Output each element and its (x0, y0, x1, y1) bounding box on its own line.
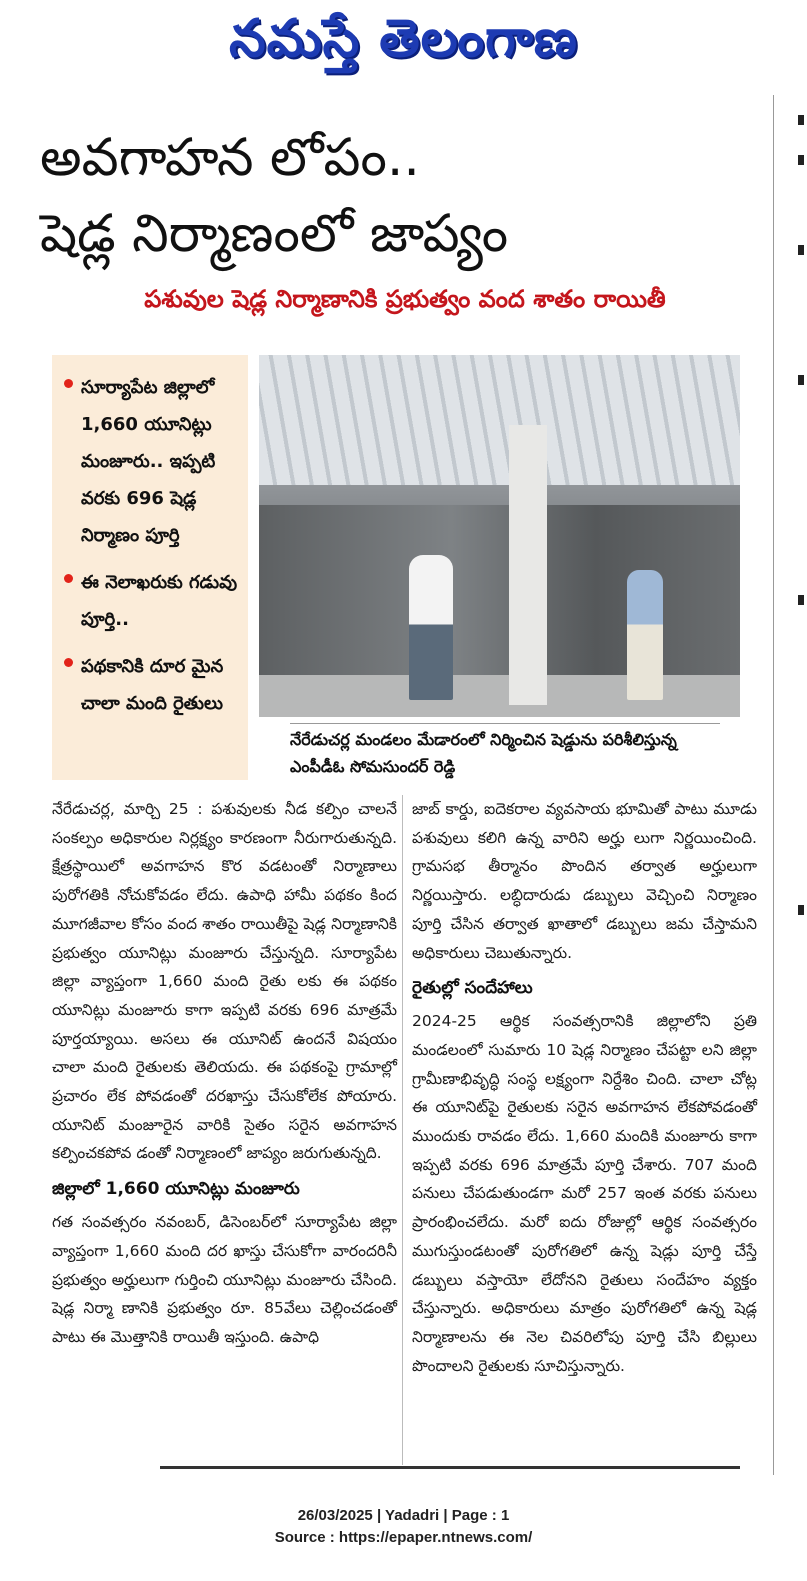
highlight-item (62, 648, 242, 722)
bullet-icon (64, 379, 73, 388)
highlight-text: పథకానికి దూర మైన చాలా మంది రైతులు (81, 656, 224, 714)
article-column-right (412, 795, 757, 1380)
paragraph: గత సంవత్సరం నవంబర్, డిసెంబర్‌లో సూర్యాపేట జిల్లా వ్యాప్తంగా 1,660 మంది దర ఖాస్తు చేసుకోగా వారందరినీ ప్రభుత్వం అర్హులుగా గుర్తించి యూనిట్లు మంజూరు చేసింది. షెడ్ల నిర్మా ణానికి ప్రభుత్వం రూ. 85వేలు చెల్లించడంతో పాటు ఈ మొత్తానికి రాయితీ ఇస్తుంది. ఉపాధి (52, 1213, 397, 1346)
column-divider (402, 795, 403, 1465)
bullet-icon (64, 574, 73, 583)
headline-line-1: అవగాహన లోపం.. (40, 128, 420, 188)
photo-shed-floor (259, 675, 740, 717)
photo-pillar (509, 425, 547, 705)
highlight-text: సూర్యాపేట జిల్లాలో 1,660 యూనిట్లు మంజూరు.. ఇప్పటి వరకు 696 షెడ్ల నిర్మాణం పూర్తి (81, 377, 216, 546)
highlights-box (52, 355, 248, 780)
footer-source-link[interactable]: Source : https://epaper.ntnews.com/ (274, 1529, 533, 1546)
article-photo (259, 355, 740, 717)
highlight-text: ఈ నెలాఖరుకు గడువు పూర్తి.. (81, 572, 238, 630)
article-column-left (52, 795, 397, 1352)
section-heading: రైతుల్లో సందేహాలు (412, 978, 533, 999)
photo-shed-wall (259, 505, 740, 675)
text-fragment (798, 375, 804, 385)
section-heading: జిల్లాలో 1,660 యూనిట్లు మంజూరు (52, 1179, 300, 1200)
highlight-item (62, 564, 242, 638)
bullet-icon (64, 658, 73, 667)
article-subheadline: పశువుల షెడ్ల నిర్మాణానికి ప్రభుత్వం వంద శాతం రాయితీ (144, 285, 666, 313)
photo-person-right (627, 570, 663, 700)
paragraph: జాబ్ కార్డు, ఐదెకరాల వ్యవసాయ భూమితో పాటు మూడు పశువులు కలిగి ఉన్న వారిని అర్హు లుగా నిర్ణయించింది. గ్రామసభ తీర్మానం పొందిన తర్వాత అర్హులుగా నిర్ణయిస్తారు. లబ్ధిదారుడు డబ్బులు వెచ్చించి నిర్మాణం పూర్తి చేసిన తర్వాత ఖాతాలో డబ్బులు జమ చేస్తామని అధికారులు చెబుతున్నారు. (412, 800, 757, 962)
masthead (0, 0, 807, 95)
text-fragment (798, 595, 804, 605)
article-headline (40, 120, 760, 272)
text-fragment (798, 245, 804, 255)
highlight-item (62, 369, 242, 554)
photo-person-left (409, 555, 453, 700)
text-fragment (798, 115, 804, 125)
photo-caption: నేరేడుచర్ల మండలం మేడారంలో నిర్మించిన షెడ్డును పరిశీలిస్తున్న ఎంపీడీఓ సోమసుందర్ రెడ్డి (290, 723, 720, 780)
photo-shed-roof (259, 355, 740, 485)
text-fragment (798, 905, 804, 915)
text-fragment (798, 155, 804, 165)
footer-date-edition: 26/03/2025 | Yadadri | Page : 1 (297, 1507, 510, 1524)
paragraph: నేరేడుచర్ల, మార్చి 25 : పశువులకు నీడ కల్పిం చాలనే సంకల్పం అధికారుల నిర్లక్ష్యం కారణంగా నీరుగారుతున్నది. క్షేత్రస్థాయిలో అవగాహన కొర వడటంతో నిర్మాణాలు పురోగతికి నోచుకోవడం లేదు. ఉపాధి హామీ పథకం కింద మూగజీవాల కోసం వంద శాతం రాయితీపై షెడ్ల నిర్మాణానికి ప్రభుత్వం యూనిట్లు మంజూరు చేస్తున్నది. సూర్యాపేట జిల్లా వ్యాప్తంగా 1,660 మంది రైతు లకు ఈ పథకం యూనిట్లు మంజూరు కాగా ఇప్పటి వరకు 696 మాత్రమే పూర్తయ్యాయి. అసలు ఈ యూనిట్ ఉందనే విషయం చాలా మంది రైతులకు తెలియదు. ఈ పథకంపై గ్రామాల్లో ప్రచారం లేక పోవడంతో దరఖాస్తు చేసుకోలేక పోయారు. యూనిట్ మంజూరైన వారికి సైతం సరైన అవగాహన కల్పించకపోవ డంతో నిర్మాణంలో జాప్యం జరుగుతున్నది. (52, 800, 397, 1163)
adjacent-article-edge (773, 95, 807, 1475)
page-footer (0, 1505, 807, 1549)
newspaper-logo: నమస్తే తెలంగాణ (229, 8, 578, 69)
headline-line-2: షెడ్ల నిర్మాణంలో జాప్యం (40, 204, 509, 264)
paragraph: 2024-25 ఆర్థిక సంవత్సరానికి జిల్లాలోని ప్రతి మండలంలో సుమారు 10 షెడ్ల నిర్మాణం చేపట్టా లని జిల్లా గ్రామీణాభివృద్ధి సంస్థ లక్ష్యంగా నిర్దేశిం చింది. చాలా చోట్ల ఈ యూనిట్‌పై రైతులకు సరైన అవగాహన లేకపోవడంతో ముందుకు రావడం లేదు. 1,660 మందికి మంజూరు కాగా ఇప్పటి వరకు 696 మాత్రమే పూర్తి చేశారు. 707 మంది పనులు చేపడుతుండగా మరో 257 ఇంత వరకు పనులు ప్రారంభించలేదు. మరో ఐదు రోజుల్లో ఆర్థిక సంవత్సరం ముగుస్తుండటంతో పురోగతిలో ఉన్న షెడ్లు పూర్తి చేస్తే డబ్బులు వస్తాయో లేదోనని రైతులు సందేహం వ్యక్తం చేస్తున్నారు. అధికారులు మాత్రం పురోగతిలో ఉన్న షెడ్ల నిర్మాణాలను ఈ నెల చివరిలోపు పూర్తి చేసి బిల్లులు పొందాలని రైతులకు సూచిస్తున్నారు. (412, 1012, 757, 1375)
bottom-rule (160, 1466, 740, 1469)
